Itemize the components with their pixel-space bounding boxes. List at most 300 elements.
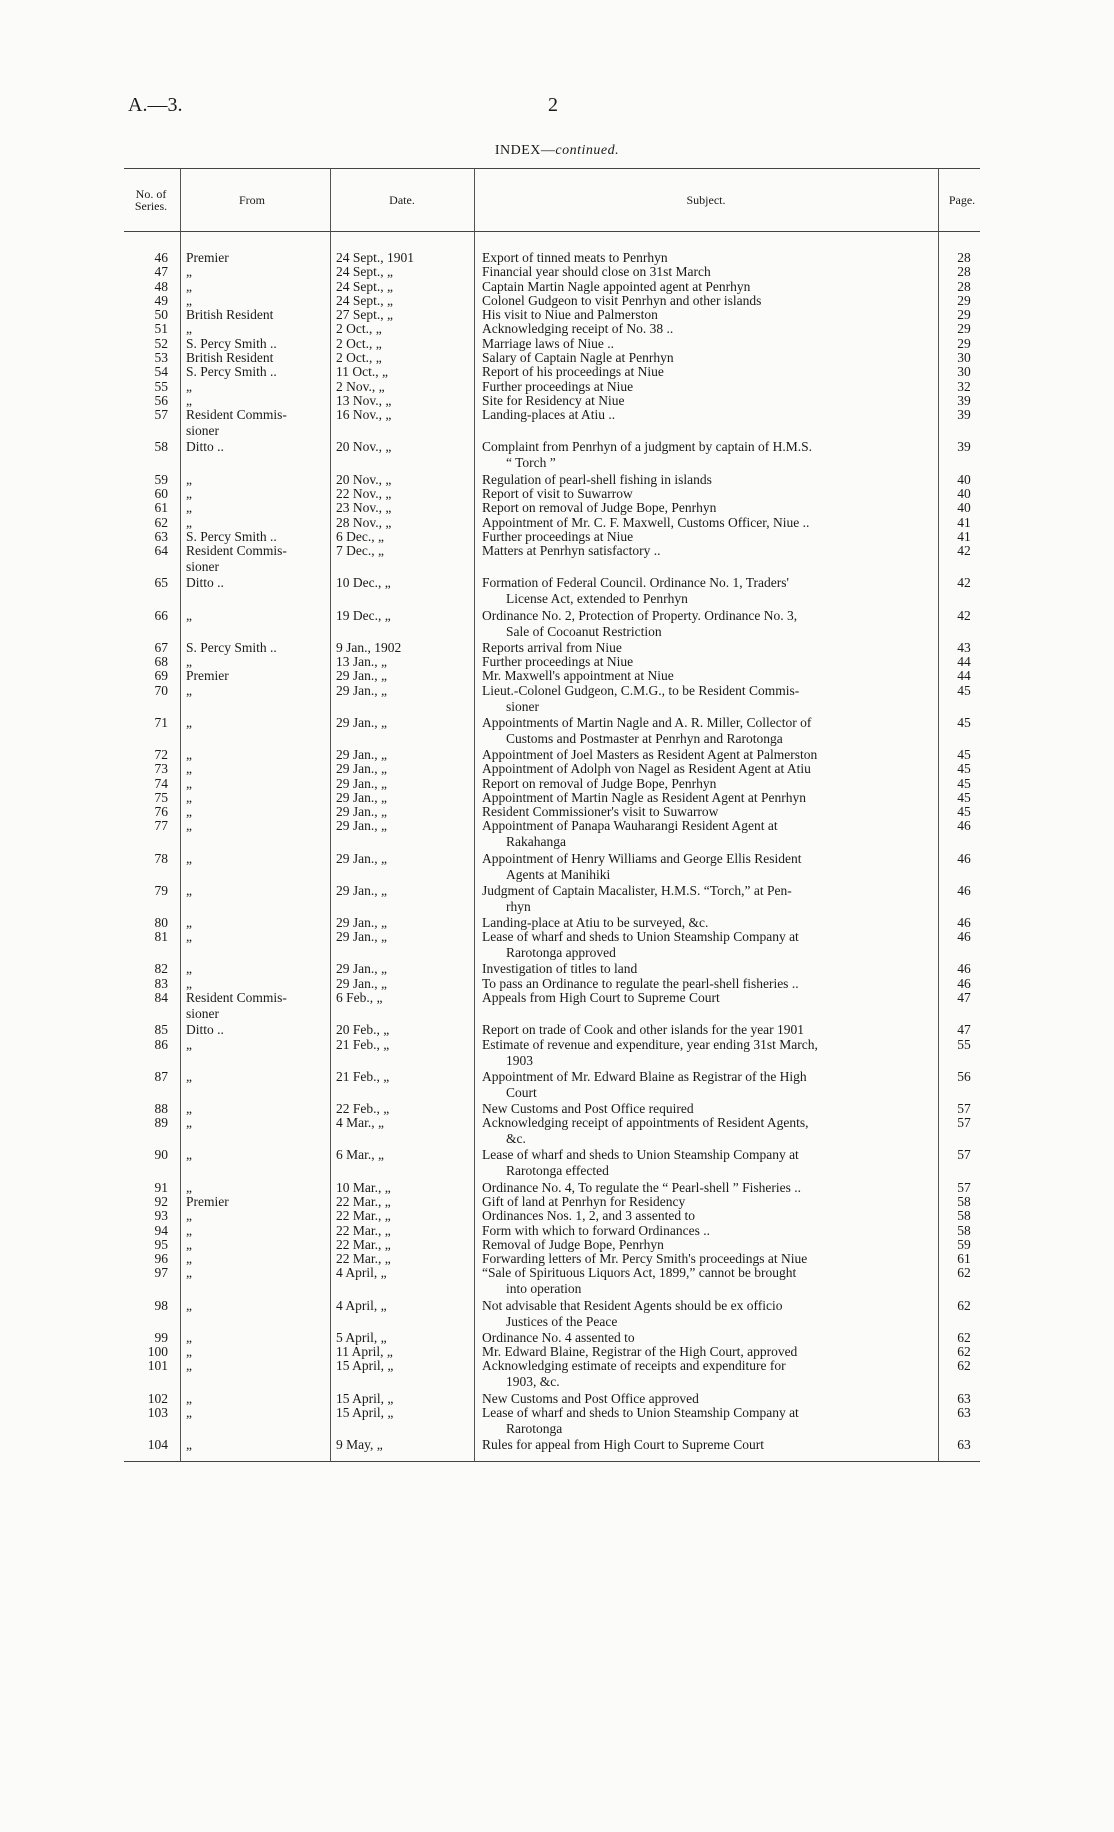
subject-text: Report on removal of Judge Bope, Penrhyn (482, 775, 717, 791)
series-number: 91 (154, 1179, 168, 1195)
subject-text: Lease of wharf and sheds to Union Steamship Company at (482, 1147, 799, 1163)
subject-text: Estimate of revenue and expenditure, year ending 31st March, (482, 1036, 818, 1052)
series-number: 51 (154, 321, 168, 337)
subject-text: Financial year should close on 31st March (482, 264, 711, 280)
series-number: 61 (154, 500, 168, 516)
subject-text: Complaint from Penrhyn of a judgment by captain of H.M.S. (482, 439, 812, 455)
subject-text: New Customs and Post Office required (482, 1100, 694, 1116)
header-page: Page. (948, 193, 976, 207)
header-no: No. of Series. (134, 187, 168, 213)
table-row (124, 990, 980, 1020)
page-cell: 40 (957, 471, 971, 487)
header-date: Date. (389, 193, 415, 207)
date-cell: 9 Jan., 1902 (336, 639, 402, 655)
page-cell: 42 (957, 607, 971, 623)
date-cell: 29 Jan., „ (336, 775, 387, 791)
subject-text: Captain Martin Nagle appointed agent at Penrhyn (482, 278, 751, 294)
subject-text: Appointment of Adolph von Nagel as Resident Agent at Atiu (482, 761, 811, 777)
page-cell: 55 (957, 1036, 971, 1052)
series-number: 62 (154, 514, 168, 530)
table-row (124, 929, 980, 959)
page-cell: 62 (957, 1329, 971, 1345)
table-row (124, 1223, 980, 1237)
subject-text: Report on trade of Cook and other islands for the year 1901 (482, 1022, 805, 1038)
table-row (124, 715, 980, 745)
from-text: „ (186, 682, 192, 698)
page-cell: 46 (957, 882, 971, 898)
series-number: 68 (154, 653, 168, 669)
from-text: „ (186, 485, 192, 501)
table-header (124, 168, 980, 232)
date-cell: 10 Dec., „ (336, 575, 391, 591)
date-cell: 24 Sept., „ (336, 292, 393, 308)
subject-text: Site for Residency at Niue (482, 392, 625, 408)
series-number: 92 (154, 1193, 168, 1209)
page-cell: 29 (957, 321, 971, 337)
subject-text: Ordinance No. 4 assented to (482, 1329, 635, 1345)
page-cell: 59 (957, 1236, 971, 1252)
subject-text-continued: 1903, &c. (506, 1374, 560, 1390)
date-cell: 21 Feb., „ (336, 1068, 390, 1084)
date-cell: 15 April, „ (336, 1358, 394, 1374)
from-text: S. Percy Smith .. (186, 528, 277, 544)
table-row (124, 1037, 980, 1067)
page-cell: 28 (957, 264, 971, 280)
date-cell: 22 Nov., „ (336, 485, 392, 501)
from-text: British Resident (186, 350, 274, 366)
table-row (124, 515, 980, 529)
from-text: „ (186, 607, 192, 623)
series-number: 56 (154, 392, 168, 408)
from-text-continued: sioner (186, 559, 219, 575)
date-cell: 29 Jan., „ (336, 929, 387, 945)
date-cell: 29 Jan., „ (336, 668, 387, 684)
page-cell: 57 (957, 1179, 971, 1195)
subject-text: Landing-places at Atiu .. (482, 407, 616, 423)
series-number: 103 (147, 1404, 168, 1420)
date-cell: 28 Nov., „ (336, 514, 392, 530)
page-cell: 45 (957, 682, 971, 698)
from-text: „ (186, 1236, 192, 1252)
series-number: 50 (154, 307, 168, 323)
subject-cell (482, 543, 938, 559)
series-number: 101 (147, 1358, 168, 1374)
page-cell: 47 (957, 1022, 971, 1038)
date-cell: 20 Nov., „ (336, 471, 392, 487)
subject-text: Not advisable that Resident Agents should be ex officio (482, 1297, 783, 1313)
from-text: Resident Commis- (186, 990, 287, 1006)
date-cell: 29 Jan., „ (336, 714, 387, 730)
series-number: 99 (154, 1329, 168, 1345)
from-text: S. Percy Smith .. (186, 364, 277, 380)
subject-text: New Customs and Post Office approved (482, 1390, 699, 1406)
subject-cell (482, 990, 938, 1006)
subject-cell (482, 1298, 938, 1330)
page-cell: 62 (957, 1344, 971, 1360)
table-row (124, 804, 980, 818)
page-cell: 30 (957, 350, 971, 366)
series-number: 53 (154, 350, 168, 366)
table-row (124, 790, 980, 804)
from-text: „ (186, 1404, 192, 1420)
page-cell: 41 (957, 528, 971, 544)
subject-text-continued: 1903 (506, 1052, 533, 1068)
page-cell: 61 (957, 1251, 971, 1267)
table-row (124, 1069, 980, 1099)
series-number: 63 (154, 528, 168, 544)
subject-text-continued: Customs and Postmaster at Penrhyn and Rarotonga (506, 730, 783, 746)
subject-text: Appointment of Martin Nagle as Resident Agent at Penrhyn (482, 789, 806, 805)
series-number: 84 (154, 990, 168, 1006)
date-cell: 20 Nov., „ (336, 439, 392, 455)
subject-cell (482, 715, 938, 747)
date-cell: 2 Nov., „ (336, 378, 385, 394)
table-row (124, 1101, 980, 1115)
table-row (124, 1405, 980, 1435)
table-row (124, 279, 980, 293)
page-cell: 46 (957, 915, 971, 930)
date-cell: 29 Jan., „ (336, 975, 387, 991)
subject-cell (482, 818, 938, 850)
table-row (124, 486, 980, 500)
subject-text: Report of his proceedings at Niue (482, 364, 664, 380)
series-number: 77 (154, 818, 168, 834)
table-row (124, 1298, 980, 1328)
subject-text-continued: “ Torch ” (506, 455, 556, 471)
date-cell: 5 April, „ (336, 1329, 387, 1345)
subject-cell (482, 1037, 938, 1069)
from-text-continued: sioner (186, 423, 219, 439)
subject-text-continued: Sale of Cocoanut Restriction (506, 623, 662, 639)
series-number: 102 (147, 1390, 168, 1406)
subject-text: Appointment of Panapa Wauharangi Resident Agent at (482, 818, 778, 834)
from-text: „ (186, 392, 192, 408)
table-row (124, 1391, 980, 1405)
series-number: 76 (154, 804, 168, 820)
series-number: 87 (154, 1068, 168, 1084)
date-cell: 22 Mar., „ (336, 1193, 391, 1209)
index-title-main: INDEX— (494, 143, 556, 158)
subject-text: Appointment of Mr. Edward Blaine as Registrar of the High (482, 1068, 807, 1084)
table-row (124, 293, 980, 307)
subject-cell (482, 1069, 938, 1101)
page-cell: 62 (957, 1265, 971, 1281)
series-number: 82 (154, 961, 168, 977)
date-cell: 16 Nov., „ (336, 407, 392, 423)
series-number: 98 (154, 1297, 168, 1313)
page-cell: 46 (957, 975, 971, 991)
from-text: „ (186, 775, 192, 791)
table-row (124, 883, 980, 913)
series-number: 55 (154, 378, 168, 394)
table-row (124, 393, 980, 407)
subject-text: Lease of wharf and sheds to Union Steamship Company at (482, 1404, 799, 1420)
from-text: Resident Commis- (186, 407, 287, 423)
from-text: „ (186, 761, 192, 777)
page-cell: 62 (957, 1297, 971, 1313)
from-text: S. Percy Smith .. (186, 335, 277, 351)
series-number: 94 (154, 1222, 168, 1238)
page-cell: 45 (957, 714, 971, 730)
subject-text: Further proceedings at Niue (482, 378, 634, 394)
series-number: 47 (154, 264, 168, 280)
column-divider (330, 169, 331, 231)
table-row (124, 668, 980, 682)
subject-text: Appointment of Henry Williams and George Ellis Resident (482, 850, 802, 866)
series-number: 70 (154, 682, 168, 698)
date-cell: 29 Jan., „ (336, 961, 387, 977)
date-cell: 20 Feb., „ (336, 1022, 390, 1038)
subject-text-continued: &c. (506, 1131, 526, 1147)
date-cell: 29 Jan., „ (336, 915, 387, 930)
column-divider (474, 169, 475, 231)
subject-text-continued: Court (506, 1084, 537, 1100)
table-row (124, 1180, 980, 1194)
page-cell: 47 (957, 990, 971, 1006)
subject-cell (482, 1147, 938, 1179)
page-cell: 57 (957, 1147, 971, 1163)
subject-text: Mr. Maxwell's appointment at Niue (482, 668, 674, 684)
table-row (124, 1437, 980, 1451)
header-from: From (238, 193, 265, 207)
page-cell: 29 (957, 292, 971, 308)
subject-cell (482, 575, 938, 607)
date-cell: 4 April, „ (336, 1265, 387, 1281)
from-text: „ (186, 818, 192, 834)
subject-cell (482, 1405, 938, 1437)
page-cell: 42 (957, 543, 971, 559)
subject-text-continued: Rarotonga approved (506, 945, 616, 961)
series-number: 49 (154, 292, 168, 308)
series-number: 89 (154, 1115, 168, 1131)
subject-text: Colonel Gudgeon to visit Penrhyn and other islands (482, 292, 762, 308)
date-cell: 10 Mar., „ (336, 1179, 391, 1195)
date-cell: 22 Mar., „ (336, 1222, 391, 1238)
from-text: „ (186, 1344, 192, 1360)
index-title-continued: continued. (555, 143, 620, 158)
page-cell: 39 (957, 407, 971, 423)
series-number: 78 (154, 850, 168, 866)
subject-text-continued: rhyn (506, 898, 531, 914)
series-number: 64 (154, 543, 168, 559)
series-number: 73 (154, 761, 168, 777)
series-number: 58 (154, 439, 168, 455)
subject-text: Report of visit to Suwarrow (482, 485, 633, 501)
date-cell: 15 April, „ (336, 1390, 394, 1406)
header-subject: Subject. (686, 193, 726, 207)
from-text: „ (186, 1208, 192, 1224)
subject-cell (482, 1358, 938, 1390)
page-cell: 30 (957, 364, 971, 380)
series-number: 75 (154, 789, 168, 805)
subject-text: Resident Commissioner's visit to Suwarrow (482, 804, 719, 820)
page-cell: 44 (957, 668, 971, 684)
from-text: Premier (186, 250, 229, 265)
date-cell: 13 Jan., „ (336, 653, 387, 669)
date-cell: 2 Oct., „ (336, 350, 382, 366)
subject-text: Regulation of pearl-shell fishing in islands (482, 471, 712, 487)
from-text: „ (186, 1115, 192, 1131)
table-row (124, 1147, 980, 1177)
subject-text: Forwarding letters of Mr. Percy Smith's proceedings at Niue (482, 1251, 808, 1267)
series-number: 79 (154, 882, 168, 898)
page-cell: 58 (957, 1222, 971, 1238)
date-cell: 6 Feb., „ (336, 990, 383, 1006)
page-cell: 58 (957, 1193, 971, 1209)
column-divider (180, 169, 181, 231)
series-number: 66 (154, 607, 168, 623)
page-cell: 63 (957, 1437, 971, 1453)
table-row (124, 439, 980, 469)
table-body (124, 232, 980, 1462)
table-row (124, 1194, 980, 1208)
series-number: 48 (154, 278, 168, 294)
from-text: „ (186, 1179, 192, 1195)
subject-text-continued: sioner (506, 698, 539, 714)
date-cell: 9 May, „ (336, 1437, 383, 1453)
date-cell: 7 Dec., „ (336, 543, 384, 559)
date-cell: 6 Dec., „ (336, 528, 384, 544)
from-text: S. Percy Smith .. (186, 639, 277, 655)
series-number: 69 (154, 668, 168, 684)
table-row (124, 851, 980, 881)
date-cell: 29 Jan., „ (336, 746, 387, 762)
from-text: „ (186, 264, 192, 280)
from-text: „ (186, 653, 192, 669)
from-text: „ (186, 1222, 192, 1238)
page-cell: 45 (957, 761, 971, 777)
from-text: „ (186, 850, 192, 866)
from-text: „ (186, 1100, 192, 1116)
from-text: „ (186, 961, 192, 977)
subject-text: Matters at Penrhyn satisfactory .. (482, 543, 661, 559)
date-cell: 2 Oct., „ (336, 335, 382, 351)
table-row (124, 379, 980, 393)
page-cell: 56 (957, 1068, 971, 1084)
table-row (124, 500, 980, 514)
page-cell: 41 (957, 514, 971, 530)
series-number: 95 (154, 1236, 168, 1252)
date-cell: 24 Sept., 1901 (336, 250, 415, 265)
table-row (124, 1022, 980, 1036)
date-cell: 29 Jan., „ (336, 789, 387, 805)
subject-cell (482, 683, 938, 715)
series-number: 88 (154, 1100, 168, 1116)
date-cell: 19 Dec., „ (336, 607, 391, 623)
from-text: „ (186, 278, 192, 294)
page-cell: 63 (957, 1404, 971, 1420)
from-text: Ditto .. (186, 575, 224, 591)
series-number: 52 (154, 335, 168, 351)
table-row (124, 472, 980, 486)
table-row (124, 608, 980, 638)
series-number: 60 (154, 485, 168, 501)
date-cell: 29 Jan., „ (336, 804, 387, 820)
subject-cell (482, 1115, 938, 1147)
page-cell: 44 (957, 653, 971, 669)
subject-text-continued: Agents at Manihiki (506, 866, 611, 882)
subject-text-continued: Rarotonga (506, 1420, 563, 1436)
table-row (124, 1237, 980, 1251)
page-cell: 39 (957, 392, 971, 408)
page-cell: 45 (957, 804, 971, 820)
date-cell: 24 Sept., „ (336, 264, 393, 280)
subject-text: Further proceedings at Niue (482, 528, 634, 544)
subject-cell (482, 1265, 938, 1297)
page-cell: 29 (957, 335, 971, 351)
date-cell: 4 April, „ (336, 1297, 387, 1313)
table-row (124, 250, 980, 264)
table-row (124, 1265, 980, 1295)
date-cell: 4 Mar., „ (336, 1115, 384, 1131)
page-cell: 46 (957, 850, 971, 866)
from-text: Resident Commis- (186, 543, 287, 559)
subject-text: Marriage laws of Niue .. (482, 335, 614, 351)
from-text: „ (186, 714, 192, 730)
from-text: „ (186, 1390, 192, 1406)
table-row (124, 1358, 980, 1388)
table-row (124, 1344, 980, 1358)
from-text: Ditto .. (186, 439, 224, 455)
from-text: „ (186, 929, 192, 945)
date-cell: 29 Jan., „ (336, 682, 387, 698)
page-cell: 45 (957, 775, 971, 791)
subject-cell (482, 407, 938, 423)
subject-text: Investigation of titles to land (482, 961, 638, 977)
index-title (0, 143, 1114, 159)
date-cell: 22 Mar., „ (336, 1236, 391, 1252)
page-cell: 29 (957, 307, 971, 323)
subject-text-continued: into operation (506, 1281, 582, 1297)
series-number: 67 (154, 639, 168, 655)
subject-text: Formation of Federal Council. Ordinance No. 1, Traders' (482, 575, 789, 591)
from-text: „ (186, 1297, 192, 1313)
date-cell: 22 Mar., „ (336, 1208, 391, 1224)
from-text: „ (186, 1068, 192, 1084)
subject-text: Mr. Edward Blaine, Registrar of the High Court, approved (482, 1344, 798, 1360)
page-number: 2 (548, 94, 558, 116)
subject-text: Appointment of Mr. C. F. Maxwell, Customs Officer, Niue .. (482, 514, 810, 530)
date-cell: 11 April, „ (336, 1344, 393, 1360)
series-number: 46 (154, 250, 168, 265)
from-text: „ (186, 1329, 192, 1345)
series-number: 65 (154, 575, 168, 591)
subject-cell (482, 608, 938, 640)
subject-text: Judgment of Captain Macalister, H.M.S. “Torch,” at Pen- (482, 882, 792, 898)
date-cell: 29 Jan., „ (336, 761, 387, 777)
subject-text: His visit to Niue and Palmerston (482, 307, 658, 323)
page-cell: 40 (957, 485, 971, 501)
series-number: 85 (154, 1022, 168, 1038)
index-table (124, 168, 980, 1462)
date-cell: 27 Sept., „ (336, 307, 393, 323)
table-row (124, 407, 980, 437)
subject-text: Reports arrival from Niue (482, 639, 622, 655)
from-text: „ (186, 514, 192, 530)
page-cell: 57 (957, 1115, 971, 1131)
page-cell: 28 (957, 278, 971, 294)
from-text: „ (186, 915, 192, 930)
subject-text: Acknowledging receipt of No. 38 .. (482, 321, 674, 337)
from-text: „ (186, 292, 192, 308)
page-cell: 40 (957, 500, 971, 516)
series-number: 59 (154, 471, 168, 487)
table-row (124, 264, 980, 278)
from-text: „ (186, 882, 192, 898)
page-cell: 58 (957, 1208, 971, 1224)
series-number: 96 (154, 1251, 168, 1267)
date-cell: 29 Jan., „ (336, 818, 387, 834)
